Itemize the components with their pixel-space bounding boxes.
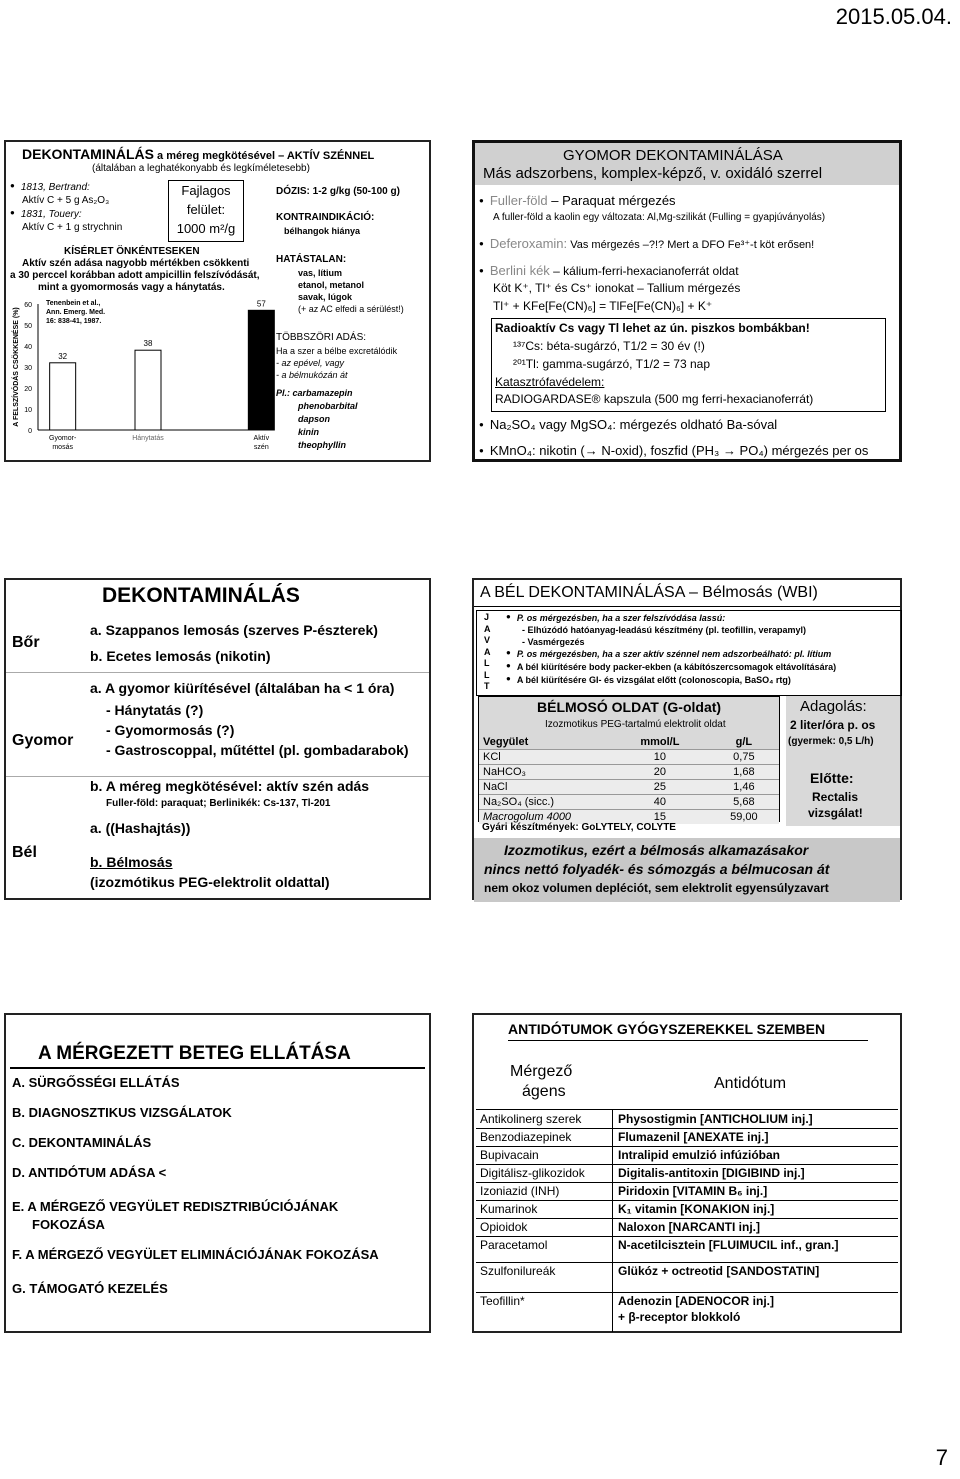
ineffective-note: (+ az AC elfedi a sérülést!)	[298, 304, 404, 314]
table-cell: 1,46	[733, 781, 755, 793]
example-drug: kinin	[298, 427, 320, 437]
surface-area-box	[168, 180, 244, 242]
section-intestine: Bél	[12, 844, 37, 861]
sulfate-item: ● Na₂SO₄ vagy MgSO₄: mérgezés oldható Ba-sóval	[479, 417, 777, 432]
poison-agent: Bupivacain	[480, 1148, 539, 1162]
antidote: + β-receptor blokkoló	[618, 1310, 741, 1324]
x-tick-label: mosás	[52, 444, 73, 451]
table-header: g/L	[735, 736, 753, 748]
table-row	[479, 765, 779, 780]
antidote: Intralipid emulzió infúzióban	[618, 1148, 780, 1162]
table-header-row	[479, 735, 779, 750]
bottom-text: nem okoz volumen depléciót, sem elektrolit egyensúlyzavart	[484, 881, 829, 895]
experiment-text: Aktív szén adása nagyobb mértékben csökkenti	[22, 258, 250, 269]
x-tick-label: Aktív	[253, 435, 270, 442]
reference: 16: 838-41, 1987.	[46, 318, 102, 325]
table-cell: 15	[653, 811, 667, 823]
table-cell: NaCl	[483, 781, 508, 793]
method-item: (izozmótikus PEG-elektrolit oldattal)	[90, 874, 330, 890]
divider	[6, 776, 429, 777]
x-tick-label: szén	[253, 444, 269, 451]
care-step: E. A MÉRGEZŐ VEGYÜLET REDISZTRIBÚCIÓJÁNAK	[12, 1199, 339, 1214]
method-subitem: - Gyomormosás (?)	[106, 722, 235, 738]
antidote: N-acetilcisztein [FLUIMUCIL inf., gran.]	[618, 1238, 839, 1252]
prussian-blue-formula: Tl⁺ + KFe[Fe(CN)₆] = TlFe[Fe(CN)₆] + K⁺	[493, 299, 713, 313]
method-item: b. Ecetes lemosás (nikotin)	[90, 648, 271, 664]
repeat-text: Ha a szer a bélbe excretálódik	[276, 346, 398, 356]
row-divider	[476, 1128, 898, 1129]
dosing-value: 2 liter/óra p. os	[790, 718, 876, 732]
antidote: Physostigmin [ANTICHOLIUM inj.]	[618, 1112, 813, 1126]
contraindication-heading: KONTRAINDIKÁCIÓ:	[276, 212, 375, 223]
y-tick-label: 60	[24, 302, 32, 309]
indication-item: ● P. os mérgezésben, ha a szer aktív szénnel nem adszorbeálható: pl. lítium	[506, 649, 831, 659]
solution-box	[478, 696, 780, 822]
experiment-text: a 30 perccel korábban adott ampicillin felszívódását,	[10, 270, 260, 281]
poison-agent: Kumarinok	[480, 1202, 538, 1216]
before-title: Előtte:	[810, 770, 854, 786]
contraindication-value: bélhangok hiánya	[284, 226, 361, 236]
poison-agent: Digitálisz-glikozidok	[480, 1166, 585, 1180]
bar	[135, 350, 161, 430]
row-divider	[476, 1164, 898, 1165]
slide-antidotes	[472, 1013, 902, 1333]
before-text: vizsgálat!	[808, 806, 863, 820]
poison-agent: Opioidok	[480, 1220, 528, 1234]
poison-agent: Antikolinerg szerek	[480, 1112, 582, 1126]
slide-patient-care	[4, 1013, 431, 1333]
antidote: Naloxon [NARCANTI inj.]	[618, 1220, 760, 1234]
fuller-note: A fuller-föld a kaolin egy változata: Al,Mg-szilikát (Fulling = gyapjúványolás)	[493, 212, 826, 223]
care-step: B. DIAGNOSZTIKUS VIZSGÁLATOK	[12, 1105, 232, 1120]
date-header: 2015.05.04.	[835, 4, 952, 29]
ineffective-item: savak, lúgok	[298, 292, 353, 302]
row-divider	[476, 1146, 898, 1147]
table-cell: 10	[653, 751, 667, 763]
care-step: G. TÁMOGATÓ KEZELÉS	[12, 1281, 168, 1296]
y-tick-label: 50	[24, 323, 32, 330]
table-row	[479, 795, 779, 810]
ineffective-item: etanol, metanol	[298, 280, 365, 290]
table-cell: 20	[653, 766, 667, 778]
section-skin: Bőr	[12, 634, 40, 651]
example-heading: Pl.: carbamazepin	[276, 388, 353, 398]
antidote: Adenozin [ADENOCOR inj.]	[618, 1294, 774, 1308]
indication-item: ● P. os mérgezésben, ha a szer felszívódása lassú:	[506, 613, 725, 623]
slide-decontamination	[4, 578, 431, 900]
slide-activated-charcoal	[4, 140, 431, 462]
divider	[10, 1067, 425, 1069]
row-divider	[476, 1200, 898, 1201]
slide-title: GYOMOR DEKONTAMINÁLÁSA	[563, 147, 783, 164]
indication-item: ● A bél kiürítésére body packer-ekben (a kábítószercsomagok eltávolítására)	[506, 662, 836, 672]
experiment-text: mint a gyomormosás vagy a hánytatás.	[38, 282, 225, 293]
method-subitem: - Hánytatás (?)	[106, 702, 204, 718]
label-letter: A	[484, 646, 491, 657]
repeat-heading: TÖBBSZÖRI ADÁS:	[276, 332, 367, 343]
box-line: felület:	[186, 202, 226, 217]
y-tick-label: 0	[28, 428, 32, 435]
care-step: A. SÜRGŐSSÉGI ELLÁTÁS	[12, 1075, 180, 1090]
row-divider	[476, 1292, 898, 1293]
radioactive-text: ¹³⁷Cs: béta-sugárzó, T1/2 = 30 év (!)	[513, 339, 705, 353]
fuller-item: ● Fuller-föld – Paraquat mérgezés	[479, 193, 676, 208]
repeat-text: - az epével, vagy	[276, 358, 345, 368]
row-divider	[476, 1218, 898, 1219]
antidote: Glükóz + octreotid [SANDOSTATIN]	[618, 1264, 820, 1278]
indication-subitem: - Vasmérgezés	[522, 637, 585, 647]
antidote: Digitalis-antitoxin [DIGIBIND inj.]	[618, 1166, 805, 1180]
table-header: mmol/L	[640, 736, 680, 748]
y-tick-label: 30	[24, 365, 32, 372]
slide-subtitle: Más adszorbens, komplex-képző, v. oxidáló szerrel	[483, 165, 823, 182]
table-cell: 1,68	[733, 766, 755, 778]
divider	[6, 672, 429, 673]
solution-title: BÉLMOSÓ OLDAT (G-oldat)	[537, 699, 722, 715]
antidote: K₁ vitamin [KONAKION inj.]	[618, 1202, 775, 1216]
radioactive-text: ²⁰¹Tl: gamma-sugárzó, T1/2 = 73 nap	[513, 357, 711, 371]
y-tick-label: 20	[24, 386, 32, 393]
method-item: b. A méreg megkötésével: aktív szén adás	[90, 778, 370, 794]
solution-subtitle: Izozmotikus PEG-tartalmú elektrolit oldat	[545, 719, 726, 730]
radioactive-text: Radioaktív Cs vagy Tl lehet az ún. piszkos bombákban!	[495, 321, 810, 335]
dosing-title: Adagolás:	[800, 698, 867, 715]
method-item: a. A gyomor kiürítésével (általában ha < 1 óra)	[90, 680, 395, 696]
care-step: FOKOZÁSA	[32, 1217, 105, 1232]
y-tick-label: 10	[24, 407, 32, 414]
method-note: Fuller-föld: paraquat; Berlinikék: Cs-137, Tl-201	[106, 798, 331, 809]
prussian-blue-text: Köt K⁺, Tl⁺ és Cs⁺ ionokat – Tallium mérgezés	[493, 281, 741, 295]
bottom-text: nincs nettó folyadék- és sómozgás a bélmucosan át	[484, 861, 830, 877]
label-letter: V	[484, 635, 491, 645]
row-divider	[476, 1236, 898, 1237]
table-header: Vegyület	[483, 736, 529, 748]
brand-products: Gyári készítmények: GoLYTELY, COLYTE	[482, 822, 676, 833]
column-divider	[612, 1110, 613, 1332]
history-item: ● 1831, Touery:	[10, 209, 82, 220]
indication-item: ● A bél kiürítésére GI- és vizsgálat előtt (colonoscopia, BaSO₄ rtg)	[506, 675, 791, 685]
indication-label	[484, 612, 491, 693]
divider	[474, 606, 900, 607]
reference: Tenenbein et al.,	[46, 300, 101, 307]
label-letter: A	[484, 623, 491, 634]
label-letter: L	[484, 658, 490, 668]
reference: Ann. Emerg. Med.	[46, 309, 106, 316]
history-item-detail: Aktív C + 1 g strychnin	[22, 222, 123, 233]
ineffective-heading: HATÁSTALAN:	[276, 254, 347, 265]
table-cell: 59,00	[730, 811, 758, 823]
antidote: Flumazenil [ANEXATE inj.]	[618, 1130, 769, 1144]
x-tick-label: Hánytatás	[132, 435, 164, 442]
poison-agent: Teofillin*	[480, 1294, 525, 1308]
label-letter: T	[484, 681, 490, 691]
radioactive-text: RADIOGARDASE® kapszula (500 mg ferri-hexacianoferrát)	[495, 392, 814, 406]
section-stomach: Gyomor	[12, 732, 74, 749]
table-cell: Na₂SO₄ (sicc.)	[483, 796, 555, 808]
poison-agent: Paracetamol	[480, 1238, 548, 1252]
history-item-detail: Aktív C + 5 g As₂O₃	[22, 195, 110, 206]
x-tick-label: Gyomor-	[49, 435, 77, 442]
bar-value-label: 38	[143, 339, 153, 349]
method-item: a. Szappanos lemosás (szerves P-észterek)	[90, 622, 378, 638]
bar	[248, 310, 274, 430]
box-line: 1000 m²/g	[176, 221, 236, 236]
indication-subitem: - Elhúzódó hatóanyag-leadású készítmény (pl. teofillin, verapamyl)	[522, 625, 807, 635]
slide-title: ANTIDÓTUMOK GYÓGYSZEREKKEL SZEMBEN	[508, 1021, 826, 1037]
bar-value-label: 57	[256, 299, 266, 309]
radioactive-text: Katasztrófavédelem:	[495, 375, 605, 389]
bar	[50, 363, 76, 430]
slide-title: A BÉL DEKONTAMINÁLÁSA – Bélmosás (WBI)	[480, 584, 818, 601]
poison-agent: Szulfonilureák	[480, 1264, 556, 1278]
care-step: C. DEKONTAMINÁLÁS	[12, 1135, 152, 1150]
slide-bowel-decontamination	[472, 578, 902, 900]
slide-title: DEKONTAMINÁLÁS a méreg megkötésével – AKTÍV SZÉNNEL	[22, 146, 375, 162]
slide-stomach-decontamination	[472, 140, 902, 462]
row-divider	[476, 1182, 898, 1183]
antidote: Piridoxin [VITAMIN B₆ inj.]	[618, 1184, 768, 1198]
bar-chart	[6, 294, 270, 464]
table-row	[479, 750, 779, 765]
bar-value-label: 32	[58, 351, 68, 361]
y-axis-label: A FELSZÍVÓDÁS CSÖKKENÉSE (%)	[13, 307, 20, 427]
ineffective-item: vas, lítium	[298, 268, 343, 278]
table-cell: 25	[653, 781, 667, 793]
table-cell: 5,68	[733, 796, 755, 808]
table-row	[479, 780, 779, 795]
example-drug: theophyllin	[298, 440, 346, 450]
slide-subtitle: (általában a leghatékonyabb és legkíméletesebb)	[92, 163, 310, 174]
history-item: ● 1813, Bertrand:	[10, 182, 90, 193]
poison-agent: Benzodiazepinek	[480, 1130, 572, 1144]
dose-text: DÓZIS: 1-2 g/kg (50-100 g)	[276, 186, 400, 197]
before-text: Rectalis	[812, 790, 859, 804]
bottom-text: Izozmotikus, ezért a bélmosás alkamazásakor	[504, 842, 809, 858]
label-letter: L	[484, 669, 490, 680]
column-header: ágens	[522, 1083, 566, 1100]
table-cell: Macrogolum 4000	[483, 811, 572, 823]
care-step: F. A MÉRGEZŐ VEGYÜLET ELIMINÁCIÓJÁNAK FOKOZÁSA	[12, 1247, 379, 1262]
deferoxamine-item: ● Deferoxamin: Vas mérgezés –?!? Mert a DFO Fe³⁺-t köt erősen!	[479, 236, 814, 251]
dosing-child: (gyermek: 0,5 L/h)	[788, 736, 874, 747]
prussian-blue-item: ● Berlini kék – kálium-ferri-hexacianoferrát oldat	[479, 263, 739, 278]
method-subitem: - Gastroscoppal, műtéttel (pl. gombadarabok)	[106, 742, 409, 758]
row-divider	[476, 1262, 898, 1263]
slide-title: DEKONTAMINÁLÁS	[102, 584, 300, 607]
example-drug: phenobarbital	[298, 401, 358, 411]
method-item: a. ((Hashajtás))	[90, 820, 191, 836]
table-cell: 40	[653, 796, 667, 808]
page-number: 7	[935, 1445, 948, 1470]
experiment-title: KÍSÉRLET ÖNKÉNTESEKEN	[64, 246, 200, 257]
repeat-text: - a bélmukózán át	[276, 370, 348, 380]
solution-table	[479, 735, 779, 824]
permanganate-item: ● KMnO₄: nikotin (→ N-oxid), foszfid (PH₃ → PO₄) mérgezés per os	[479, 443, 868, 458]
y-tick-label: 40	[24, 344, 32, 351]
poison-agent: Izoniazid (INH)	[480, 1184, 560, 1198]
method-item: b. Bélmosás	[90, 854, 173, 870]
header-underline	[508, 1040, 868, 1041]
table-cell: KCl	[483, 751, 501, 763]
example-drug: dapson	[298, 414, 331, 424]
column-header: Mérgező	[510, 1063, 573, 1080]
antidote-table	[476, 1109, 898, 1332]
box-line: Fajlagos	[181, 183, 231, 198]
label-letter: J	[484, 612, 490, 622]
care-step: D. ANTIDÓTUM ADÁSA <	[12, 1165, 167, 1180]
column-header: Antidótum	[714, 1075, 787, 1092]
table-cell: NaHCO₃	[483, 766, 526, 778]
slide-title: A MÉRGEZETT BETEG ELLÁTÁSA	[38, 1043, 351, 1064]
table-cell: 0,75	[733, 751, 755, 763]
